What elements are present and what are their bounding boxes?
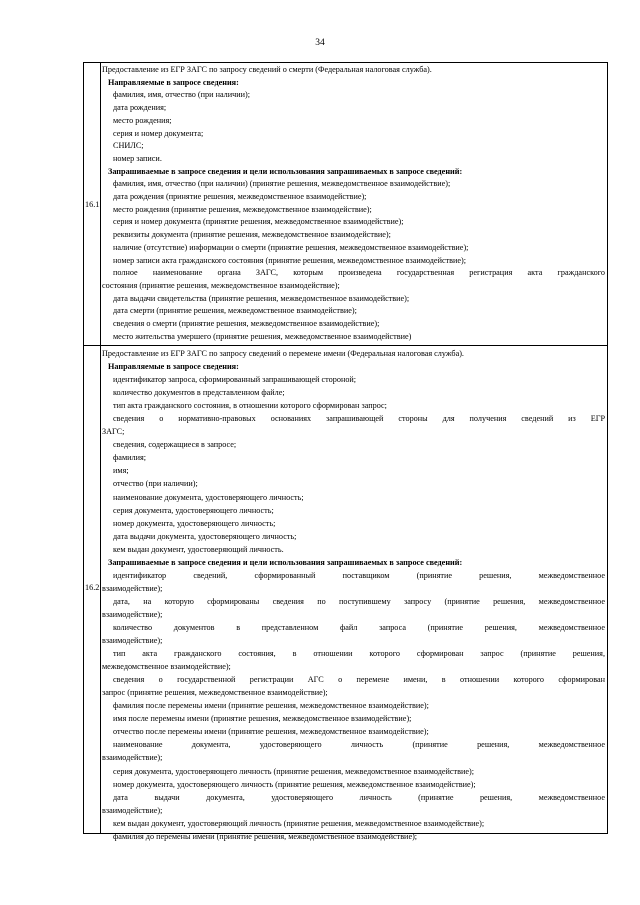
text-line: дата смерти (принятие решения, межведомственное взаимодействие); [113,306,357,316]
text-line: запрос (принятие решения, межведомственное взаимодействие); [102,688,328,698]
text-line: кем выдан документ, удостоверяющий личность (принятие решения, межведомственное взаимодействие); [113,818,485,828]
text-line: состояния (принятие решения, межведомственное взаимодействие); [102,280,340,290]
table-row-16-2 [83,345,608,841]
row-content-cell [102,64,605,343]
text-line: номер документа, удостоверяющего личность (принятие решения, межведомственное взаимодействие); [113,779,476,789]
row-content-cell [102,347,605,843]
text-line: взаимодействие); [102,583,163,593]
section-heading: Запрашиваемые в запросе сведения и цели использования запрашиваемых в запросе сведений: [108,557,463,567]
text-line: фамилия; [113,453,147,463]
text-line: наличие (отсутствие) информации о смерти (принятие решения, межведомственное взаимодействие); [113,242,469,252]
text-line: номер записи акта гражданского состояния (принятие решения, межведомственное взаимодействие); [113,255,467,265]
text-line: межведомственное взаимодействие); [102,662,231,672]
text-line: взаимодействие); [102,805,163,815]
page-number: 34 [315,38,325,48]
text-line: фамилия, имя, отчество (при наличии) (принятие решения, межведомственное взаимодействие); [113,179,451,189]
text-line: фамилия до перемены имени (принятие решения, межведомственное взаимодействие); [113,831,418,841]
text-line: сведения, содержащиеся в запросе; [113,440,237,450]
text-line: ЗАГС; [102,427,125,437]
text-line: количество документов в представленном файле; [113,388,285,398]
table-row-16-1 [83,62,608,346]
text-line: место рождения (принятие решения, межведомственное взаимодействие); [113,204,372,214]
text-line: дата выдачи документа, удостоверяющего личность (принятие решения, межведомственное [113,792,605,802]
text-line: место жительства умершего (принятие решения, межведомственное взаимодействие) [113,331,412,341]
text-line: реквизиты документа (принятие решения, межведомственное взаимодействие); [113,230,391,240]
row-number: 16.2. [85,583,102,592]
text-line: дата выдачи документа, удостоверяющего личность; [113,531,297,541]
section-heading: Направляемые в запросе сведения: [108,77,239,87]
text-line: имя; [113,466,129,476]
text-line: серия документа, удостоверяющего личность (принятие решения, межведомственное взаимодействие); [113,766,475,776]
text-line: кем выдан документ, удостоверяющий личность. [113,544,284,554]
row-number-cell [84,63,101,345]
text-line: сведения о государственной регистрации АГС о перемене имени, в отношении которого сформирован [113,675,605,685]
row-number: 16.1. [85,200,102,209]
section-heading: Запрашиваемые в запросе сведения и цели использования запрашиваемых в запросе сведений: [108,166,463,176]
text-line: отчество после перемены имени (принятие решения, межведомственное взаимодействие); [113,727,429,737]
text-line: взаимодействие); [102,636,163,646]
text-line: Предоставление из ЕГР ЗАГС по запросу сведений о смерти (Федеральная налоговая служба). [102,65,432,74]
text-line: фамилия, имя, отчество (при наличии); [113,90,251,100]
text-line: Предоставление из ЕГР ЗАГС по запросу сведений о перемене имени (Федеральная налоговая служба). [102,349,464,358]
text-line: СНИЛС; [113,141,144,151]
text-line: место рождения; [113,115,172,125]
text-line: дата выдачи свидетельства (принятие решения, межведомственное взаимодействие); [113,293,410,303]
text-line: количество документов в представленном файл запроса (принятие решения, межведомственное [113,622,605,632]
text-line: наименование документа, удостоверяющего личность; [113,492,304,502]
text-line: идентификатор сведений, сформированный поставщиком (принятие решения, межведомственное [113,570,605,580]
text-line: взаимодействие); [102,753,163,763]
row-number-cell [84,346,101,833]
text-line: серия и номер документа; [113,128,204,138]
requirements-table [83,62,608,841]
text-line: сведения о смерти (принятие решения, межведомственное взаимодействие); [113,319,380,329]
text-line: имя после перемены имени (принятие решения, межведомственное взаимодействие); [113,714,412,724]
text-line: полное наименование органа ЗАГС, которым произведена государственная регистрация акта гражданского [113,268,605,278]
text-line: отчество (при наличии); [113,479,198,489]
text-line: серия и номер документа (принятие решения, межведомственное взаимодействие); [113,217,404,227]
text-line: сведения о нормативно-правовых основаниях запрашивающей стороны для получения сведений из ЕГР [113,414,605,424]
text-line: дата рождения (принятие решения, межведомственное взаимодействие); [113,192,367,202]
text-line: тип акта гражданского состояния, в отношении которого сформирован запрос (принятие решения, [113,649,605,659]
text-line: серия документа, удостоверяющего личность; [113,505,274,515]
text-line: номер записи. [113,153,162,163]
text-line: дата, на которую сформированы сведения по поступившему запросу (принятие решения, межведомственное [113,596,605,606]
section-heading: Направляемые в запросе сведения: [108,362,239,372]
text-line: дата рождения; [113,103,167,113]
text-line: тип акта гражданского состояния, в отношении которого сформирован запрос; [113,401,387,411]
text-line: наименование документа, удостоверяющего личность (принятие решения, межведомственное [113,740,605,750]
text-line: номер документа, удостоверяющего личность; [113,518,276,528]
text-line: фамилия после перемены имени (принятие решения, межведомственное взаимодействие); [113,701,429,711]
text-line: идентификатор запроса, сформированный запрашивающей стороной; [113,375,357,385]
text-line: взаимодействие); [102,609,163,619]
